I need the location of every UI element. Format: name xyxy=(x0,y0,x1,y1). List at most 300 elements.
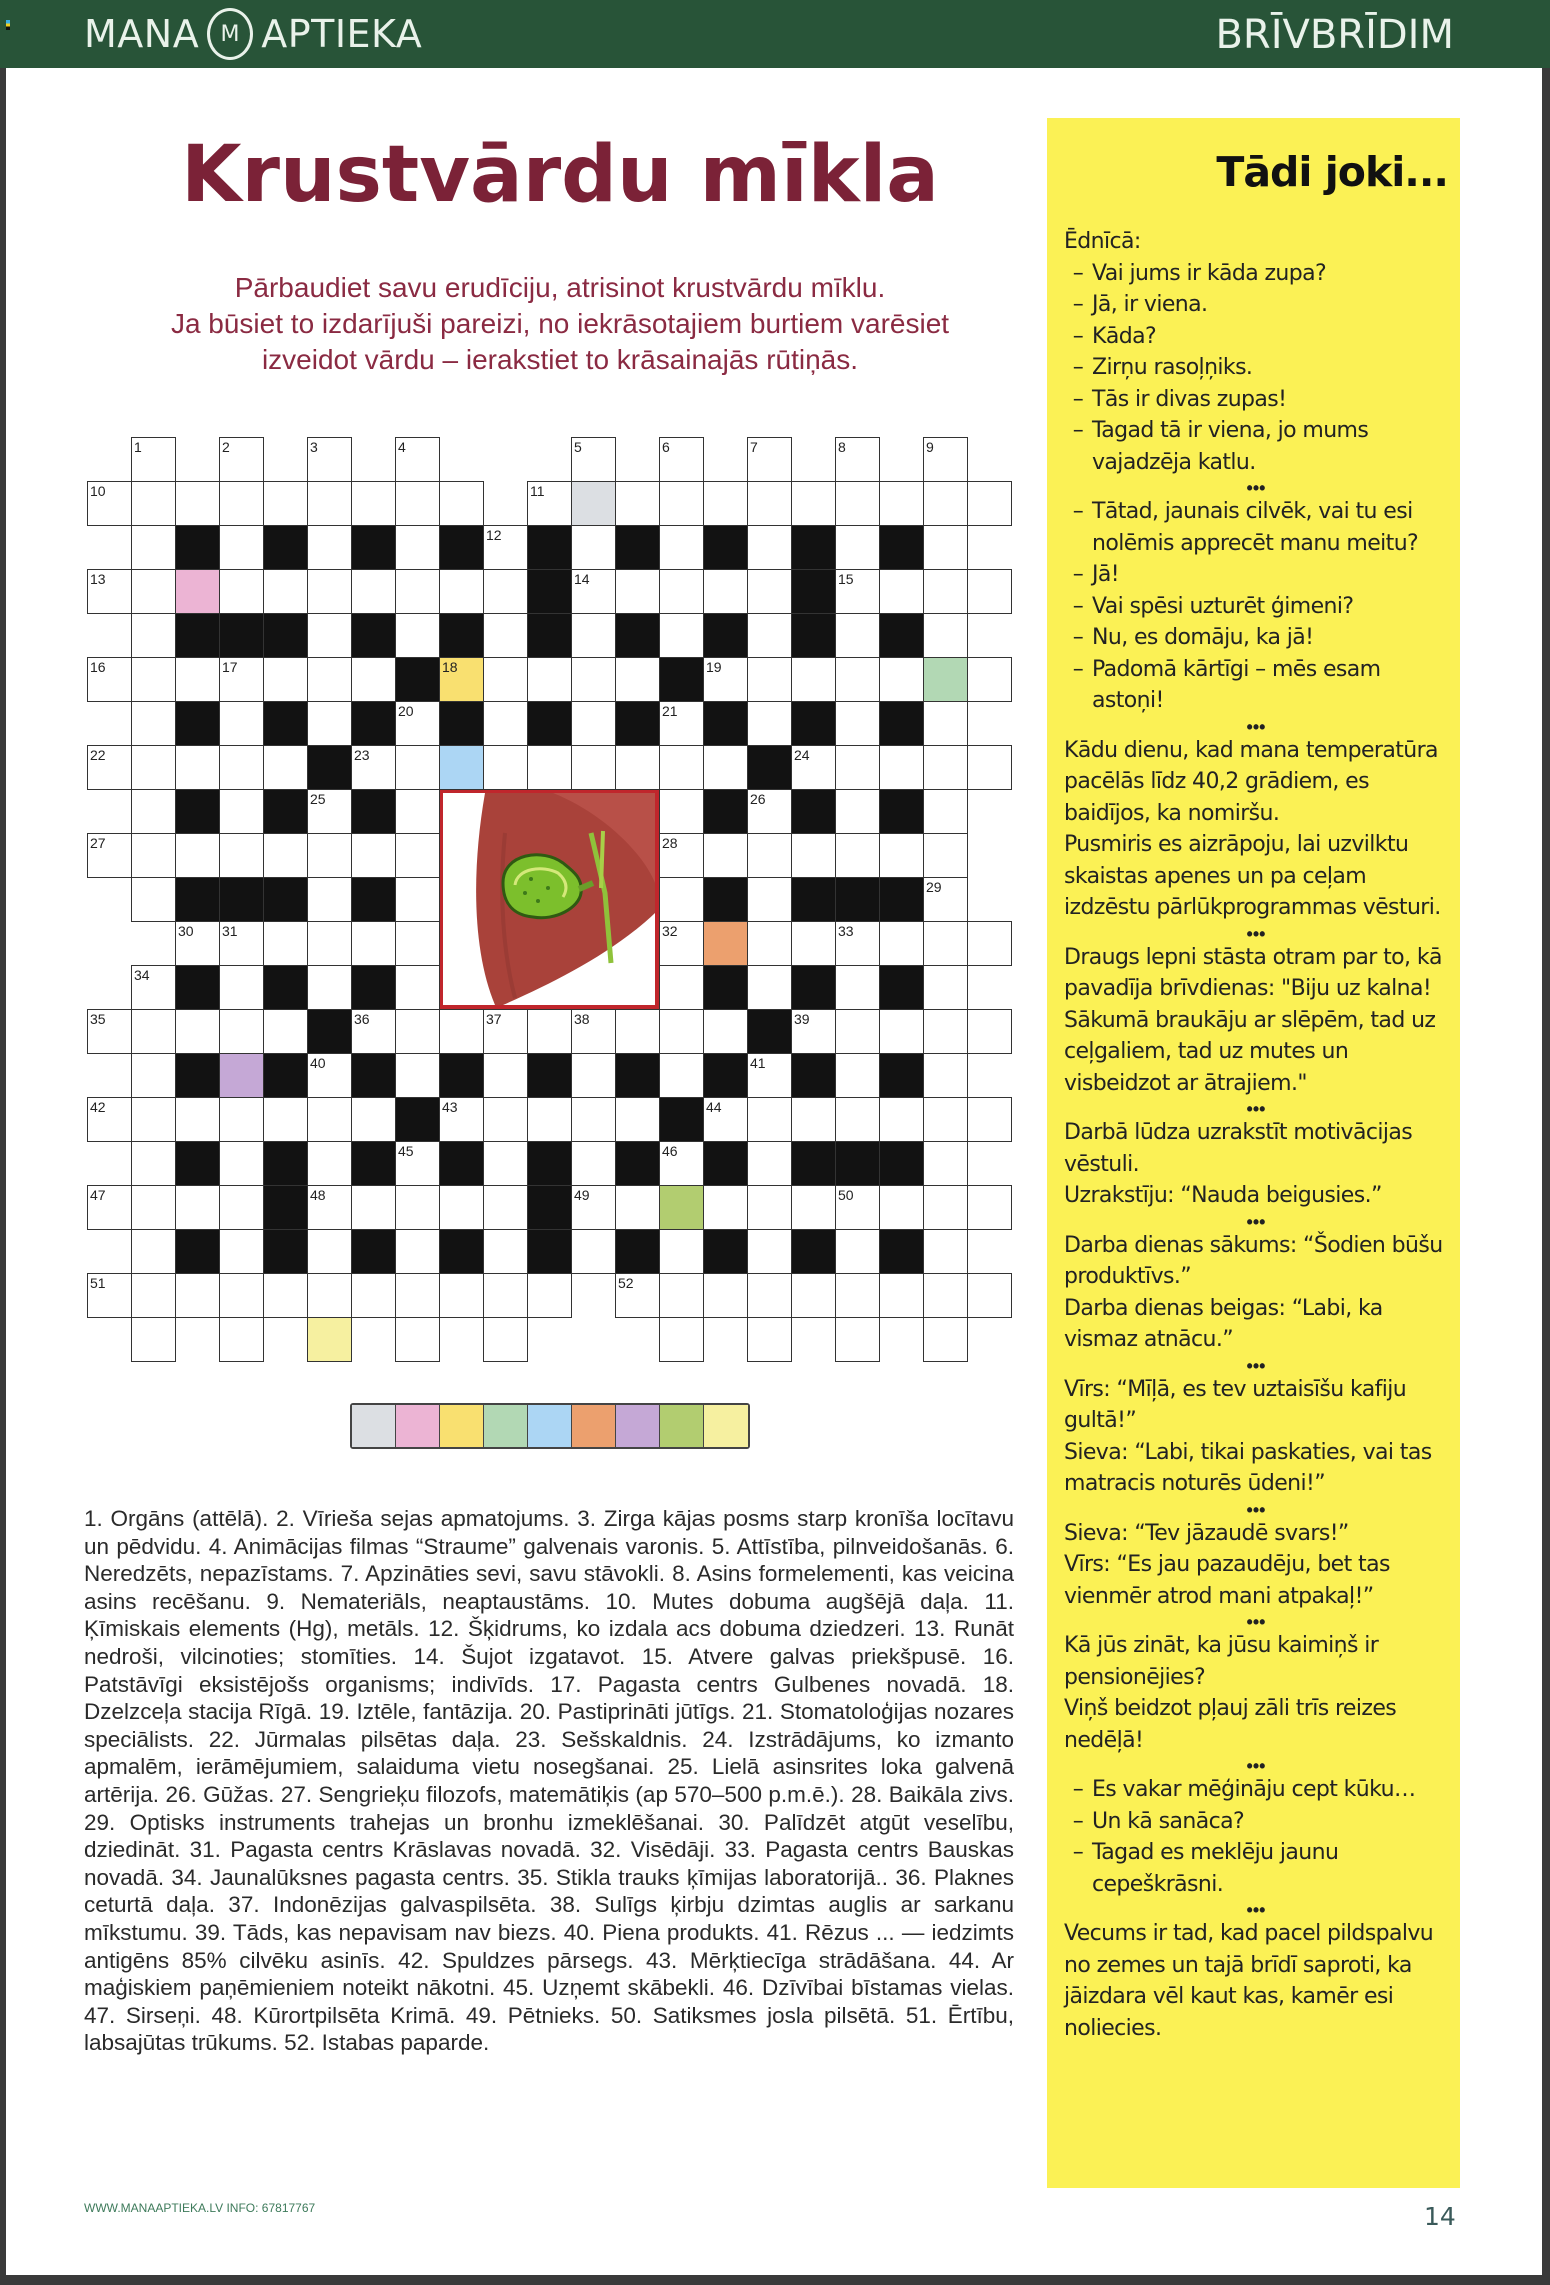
letter-cell[interactable] xyxy=(263,1273,308,1318)
letter-cell[interactable] xyxy=(483,745,528,790)
letter-cell[interactable] xyxy=(659,1141,704,1186)
answer-letter-cell[interactable] xyxy=(704,1405,748,1447)
letter-cell[interactable] xyxy=(835,921,880,966)
letter-cell[interactable] xyxy=(219,1097,264,1142)
letter-cell[interactable] xyxy=(835,965,880,1010)
letter-cell[interactable] xyxy=(615,569,660,614)
letter-cell[interactable] xyxy=(703,1273,748,1318)
letter-cell[interactable] xyxy=(263,657,308,702)
letter-cell[interactable] xyxy=(659,1317,704,1362)
letter-cell[interactable] xyxy=(923,1185,968,1230)
letter-cell[interactable] xyxy=(703,1185,748,1230)
letter-cell[interactable] xyxy=(747,525,792,570)
letter-cell[interactable] xyxy=(527,481,572,526)
letter-cell[interactable] xyxy=(395,1009,440,1054)
letter-cell[interactable] xyxy=(835,569,880,614)
letter-cell[interactable] xyxy=(483,525,528,570)
letter-cell[interactable] xyxy=(87,745,132,790)
letter-cell[interactable] xyxy=(351,657,396,702)
letter-cell[interactable] xyxy=(131,745,176,790)
letter-cell[interactable] xyxy=(747,1229,792,1274)
colored-letter-cell[interactable] xyxy=(219,1053,264,1098)
letter-cell[interactable] xyxy=(219,1273,264,1318)
letter-cell[interactable] xyxy=(175,657,220,702)
black-cell xyxy=(703,965,748,1010)
colored-letter-cell[interactable] xyxy=(175,569,220,614)
letter-cell[interactable] xyxy=(131,437,176,482)
letter-cell[interactable] xyxy=(131,1317,176,1362)
letter-cell[interactable] xyxy=(835,657,880,702)
letter-cell[interactable] xyxy=(131,1097,176,1142)
letter-cell[interactable] xyxy=(395,701,440,746)
colored-letter-cell[interactable] xyxy=(659,1185,704,1230)
letter-cell[interactable] xyxy=(307,481,352,526)
letter-cell[interactable] xyxy=(395,569,440,614)
letter-cell[interactable] xyxy=(615,1009,660,1054)
letter-cell[interactable] xyxy=(131,789,176,834)
letter-cell[interactable] xyxy=(219,657,264,702)
letter-cell[interactable] xyxy=(615,1185,660,1230)
letter-cell[interactable] xyxy=(175,1185,220,1230)
letter-cell[interactable] xyxy=(483,1009,528,1054)
letter-cell[interactable] xyxy=(175,1273,220,1318)
letter-cell[interactable] xyxy=(747,657,792,702)
letter-cell[interactable] xyxy=(791,657,836,702)
letter-cell[interactable] xyxy=(483,701,528,746)
letter-cell[interactable] xyxy=(395,1317,440,1362)
letter-cell[interactable] xyxy=(175,1009,220,1054)
letter-cell[interactable] xyxy=(307,921,352,966)
letter-cell[interactable] xyxy=(835,1053,880,1098)
letter-cell[interactable] xyxy=(395,921,440,966)
letter-cell[interactable] xyxy=(879,745,924,790)
letter-cell[interactable] xyxy=(483,657,528,702)
letter-cell[interactable] xyxy=(747,965,792,1010)
letter-cell[interactable] xyxy=(879,481,924,526)
letter-cell[interactable] xyxy=(219,1141,264,1186)
letter-cell[interactable] xyxy=(659,745,704,790)
letter-cell[interactable] xyxy=(659,1009,704,1054)
letter-cell[interactable] xyxy=(923,1141,968,1186)
letter-cell[interactable] xyxy=(395,789,440,834)
letter-cell[interactable] xyxy=(923,921,968,966)
black-cell xyxy=(439,701,484,746)
letter-cell[interactable] xyxy=(131,833,176,878)
answer-letter-cell[interactable] xyxy=(660,1405,704,1447)
letter-cell[interactable] xyxy=(219,1185,264,1230)
letter-cell[interactable] xyxy=(835,701,880,746)
letter-cell[interactable] xyxy=(219,701,264,746)
letter-cell[interactable] xyxy=(307,569,352,614)
letter-cell[interactable] xyxy=(395,481,440,526)
letter-cell[interactable] xyxy=(131,525,176,570)
letter-cell[interactable] xyxy=(879,657,924,702)
letter-cell[interactable] xyxy=(747,789,792,834)
letter-cell[interactable] xyxy=(351,1185,396,1230)
letter-cell[interactable] xyxy=(87,569,132,614)
letter-cell[interactable] xyxy=(175,833,220,878)
letter-cell[interactable] xyxy=(747,1317,792,1362)
letter-cell[interactable] xyxy=(747,481,792,526)
letter-cell[interactable] xyxy=(791,1273,836,1318)
letter-cell[interactable] xyxy=(615,657,660,702)
letter-cell[interactable] xyxy=(923,965,968,1010)
letter-cell[interactable] xyxy=(791,1185,836,1230)
letter-cell[interactable] xyxy=(87,1273,132,1318)
letter-cell[interactable] xyxy=(351,1273,396,1318)
colored-letter-cell[interactable] xyxy=(307,1317,352,1362)
letter-cell[interactable] xyxy=(527,745,572,790)
letter-cell[interactable] xyxy=(87,1185,132,1230)
letter-cell[interactable] xyxy=(175,481,220,526)
letter-cell[interactable] xyxy=(483,613,528,658)
letter-cell[interactable] xyxy=(307,613,352,658)
letter-cell[interactable] xyxy=(307,701,352,746)
letter-cell[interactable] xyxy=(659,613,704,658)
letter-cell[interactable] xyxy=(747,1185,792,1230)
letter-cell[interactable] xyxy=(747,833,792,878)
letter-cell[interactable] xyxy=(747,569,792,614)
dialogue-line xyxy=(1064,321,1448,353)
letter-cell[interactable] xyxy=(219,745,264,790)
letter-cell[interactable] xyxy=(791,745,836,790)
letter-cell[interactable] xyxy=(747,701,792,746)
letter-cell[interactable] xyxy=(439,1097,484,1142)
answer-letter-cell[interactable] xyxy=(396,1405,440,1447)
letter-cell[interactable] xyxy=(571,569,616,614)
letter-cell[interactable] xyxy=(395,833,440,878)
letter-cell[interactable] xyxy=(219,569,264,614)
letter-cell[interactable] xyxy=(571,1009,616,1054)
letter-cell[interactable] xyxy=(571,1185,616,1230)
letter-cell[interactable] xyxy=(967,481,1012,526)
letter-cell[interactable] xyxy=(923,569,968,614)
letter-cell[interactable] xyxy=(219,437,264,482)
letter-cell[interactable] xyxy=(395,1053,440,1098)
letter-cell[interactable] xyxy=(747,1141,792,1186)
letter-cell[interactable] xyxy=(175,921,220,966)
letter-cell[interactable] xyxy=(307,1185,352,1230)
letter-cell[interactable] xyxy=(791,481,836,526)
letter-cell[interactable] xyxy=(967,1185,1012,1230)
letter-cell[interactable] xyxy=(263,745,308,790)
letter-cell[interactable] xyxy=(967,1273,1012,1318)
letter-cell[interactable] xyxy=(835,745,880,790)
letter-cell[interactable] xyxy=(131,877,176,922)
letter-cell[interactable] xyxy=(923,1229,968,1274)
letter-cell[interactable] xyxy=(395,745,440,790)
letter-cell[interactable] xyxy=(879,833,924,878)
answer-letter-cell[interactable] xyxy=(484,1405,528,1447)
letter-cell[interactable] xyxy=(307,1141,352,1186)
letter-cell[interactable] xyxy=(879,921,924,966)
letter-cell[interactable] xyxy=(439,1009,484,1054)
letter-cell[interactable] xyxy=(659,437,704,482)
letter-cell[interactable] xyxy=(571,745,616,790)
letter-cell[interactable] xyxy=(835,1097,880,1142)
letter-cell[interactable] xyxy=(439,481,484,526)
letter-cell[interactable] xyxy=(923,833,968,878)
letter-cell[interactable] xyxy=(791,921,836,966)
letter-cell[interactable] xyxy=(835,833,880,878)
colored-letter-cell[interactable] xyxy=(571,481,616,526)
letter-cell[interactable] xyxy=(263,1097,308,1142)
letter-cell[interactable] xyxy=(703,1097,748,1142)
letter-cell[interactable] xyxy=(483,569,528,614)
letter-cell[interactable] xyxy=(923,1273,968,1318)
answer-letter-cell[interactable] xyxy=(352,1405,396,1447)
letter-cell[interactable] xyxy=(219,833,264,878)
letter-cell[interactable] xyxy=(703,481,748,526)
letter-cell[interactable] xyxy=(879,1097,924,1142)
letter-cell[interactable] xyxy=(923,1317,968,1362)
letter-cell[interactable] xyxy=(571,437,616,482)
letter-cell[interactable] xyxy=(307,789,352,834)
letter-cell[interactable] xyxy=(263,481,308,526)
black-cell xyxy=(879,613,924,658)
letter-cell[interactable] xyxy=(483,1273,528,1318)
letter-cell[interactable] xyxy=(703,569,748,614)
letter-cell[interactable] xyxy=(219,481,264,526)
letter-cell[interactable] xyxy=(571,1097,616,1142)
letter-cell[interactable] xyxy=(659,877,704,922)
letter-cell[interactable] xyxy=(395,1229,440,1274)
letter-cell[interactable] xyxy=(263,833,308,878)
letter-cell[interactable] xyxy=(879,569,924,614)
letter-cell[interactable] xyxy=(87,1097,132,1142)
letter-cell[interactable] xyxy=(747,1273,792,1318)
letter-cell[interactable] xyxy=(131,481,176,526)
letter-cell[interactable] xyxy=(659,789,704,834)
letter-cell[interactable] xyxy=(263,1009,308,1054)
letter-cell[interactable] xyxy=(307,965,352,1010)
letter-cell[interactable] xyxy=(747,1097,792,1142)
letter-cell[interactable] xyxy=(659,481,704,526)
letter-cell[interactable] xyxy=(439,1185,484,1230)
letter-cell[interactable] xyxy=(967,657,1012,702)
colored-letter-cell[interactable] xyxy=(703,921,748,966)
letter-cell[interactable] xyxy=(571,701,616,746)
letter-cell[interactable] xyxy=(923,481,968,526)
letter-cell[interactable] xyxy=(351,745,396,790)
letter-cell[interactable] xyxy=(659,921,704,966)
letter-cell[interactable] xyxy=(923,745,968,790)
letter-cell[interactable] xyxy=(571,1053,616,1098)
letter-cell[interactable] xyxy=(87,833,132,878)
letter-cell[interactable] xyxy=(131,1009,176,1054)
letter-cell[interactable] xyxy=(923,437,968,482)
letter-cell[interactable] xyxy=(131,569,176,614)
letter-cell[interactable] xyxy=(395,965,440,1010)
letter-cell[interactable] xyxy=(747,613,792,658)
letter-cell[interactable] xyxy=(307,1097,352,1142)
letter-cell[interactable] xyxy=(395,1141,440,1186)
letter-cell[interactable] xyxy=(351,1097,396,1142)
letter-cell[interactable] xyxy=(835,1317,880,1362)
answer-letter-cell[interactable] xyxy=(572,1405,616,1447)
letter-cell[interactable] xyxy=(131,701,176,746)
clue-number: 15 xyxy=(838,571,854,587)
letter-cell[interactable] xyxy=(131,965,176,1010)
letter-cell[interactable] xyxy=(219,921,264,966)
letter-cell[interactable] xyxy=(131,613,176,658)
letter-cell[interactable] xyxy=(747,921,792,966)
letter-cell[interactable] xyxy=(219,525,264,570)
letter-cell[interactable] xyxy=(703,745,748,790)
letter-cell[interactable] xyxy=(967,1097,1012,1142)
letter-cell[interactable] xyxy=(351,569,396,614)
letter-cell[interactable] xyxy=(307,1229,352,1274)
letter-cell[interactable] xyxy=(659,569,704,614)
letter-cell[interactable] xyxy=(439,569,484,614)
letter-cell[interactable] xyxy=(659,1229,704,1274)
letter-cell[interactable] xyxy=(747,1053,792,1098)
letter-cell[interactable] xyxy=(527,1273,572,1318)
letter-cell[interactable] xyxy=(923,701,968,746)
letter-cell[interactable] xyxy=(395,525,440,570)
letter-cell[interactable] xyxy=(879,1185,924,1230)
letter-cell[interactable] xyxy=(219,1229,264,1274)
letter-cell[interactable] xyxy=(219,1009,264,1054)
letter-cell[interactable] xyxy=(483,1141,528,1186)
letter-cell[interactable] xyxy=(395,1185,440,1230)
letter-cell[interactable] xyxy=(835,1229,880,1274)
letter-cell[interactable] xyxy=(263,921,308,966)
letter-cell[interactable] xyxy=(175,745,220,790)
letter-cell[interactable] xyxy=(307,1053,352,1098)
letter-cell[interactable] xyxy=(835,1009,880,1054)
letter-cell[interactable] xyxy=(615,1097,660,1142)
letter-cell[interactable] xyxy=(483,1229,528,1274)
letter-cell[interactable] xyxy=(131,1141,176,1186)
letter-cell[interactable] xyxy=(219,965,264,1010)
colored-letter-cell[interactable] xyxy=(923,657,968,702)
letter-cell[interactable] xyxy=(703,657,748,702)
letter-cell[interactable] xyxy=(659,701,704,746)
letter-cell[interactable] xyxy=(571,1229,616,1274)
letter-cell[interactable] xyxy=(87,481,132,526)
letter-cell[interactable] xyxy=(615,481,660,526)
letter-cell[interactable] xyxy=(835,613,880,658)
letter-cell[interactable] xyxy=(219,1317,264,1362)
letter-cell[interactable] xyxy=(263,569,308,614)
letter-cell[interactable] xyxy=(483,1097,528,1142)
letter-cell[interactable] xyxy=(835,789,880,834)
letter-cell[interactable] xyxy=(527,657,572,702)
letter-cell[interactable] xyxy=(791,1009,836,1054)
letter-cell[interactable] xyxy=(131,657,176,702)
letter-cell[interactable] xyxy=(527,1009,572,1054)
letter-cell[interactable] xyxy=(879,1273,924,1318)
letter-cell[interactable] xyxy=(835,437,880,482)
letter-cell[interactable] xyxy=(307,657,352,702)
letter-cell[interactable] xyxy=(483,1185,528,1230)
letter-cell[interactable] xyxy=(439,1273,484,1318)
letter-cell[interactable] xyxy=(791,833,836,878)
letter-cell[interactable] xyxy=(967,569,1012,614)
letter-cell[interactable] xyxy=(835,481,880,526)
letter-cell[interactable] xyxy=(659,1273,704,1318)
clue-number: 18 xyxy=(442,659,458,675)
letter-cell[interactable] xyxy=(615,745,660,790)
letter-cell[interactable] xyxy=(703,833,748,878)
letter-cell[interactable] xyxy=(87,657,132,702)
letter-cell[interactable] xyxy=(571,657,616,702)
letter-cell[interactable] xyxy=(747,877,792,922)
letter-cell[interactable] xyxy=(395,1273,440,1318)
letter-cell[interactable] xyxy=(131,1229,176,1274)
letter-cell[interactable] xyxy=(659,1053,704,1098)
letter-cell[interactable] xyxy=(923,613,968,658)
letter-cell[interactable] xyxy=(395,613,440,658)
letter-cell[interactable] xyxy=(87,1009,132,1054)
letter-cell[interactable] xyxy=(131,1185,176,1230)
letter-cell[interactable] xyxy=(307,525,352,570)
letter-cell[interactable] xyxy=(747,437,792,482)
letter-cell[interactable] xyxy=(483,1317,528,1362)
letter-cell[interactable] xyxy=(571,525,616,570)
colored-letter-cell[interactable] xyxy=(439,657,484,702)
letter-cell[interactable] xyxy=(659,525,704,570)
answer-letter-cell[interactable] xyxy=(616,1405,660,1447)
letter-cell[interactable] xyxy=(307,437,352,482)
letter-cell[interactable] xyxy=(131,1273,176,1318)
colored-letter-cell[interactable] xyxy=(439,745,484,790)
letter-cell[interactable] xyxy=(351,481,396,526)
letter-cell[interactable] xyxy=(571,1141,616,1186)
letter-cell[interactable] xyxy=(307,833,352,878)
answer-letter-cell[interactable] xyxy=(528,1405,572,1447)
letter-cell[interactable] xyxy=(615,1273,660,1318)
letter-cell[interactable] xyxy=(835,1273,880,1318)
letter-cell[interactable] xyxy=(659,833,704,878)
letter-cell[interactable] xyxy=(483,1053,528,1098)
letter-cell[interactable] xyxy=(351,1009,396,1054)
letter-cell[interactable] xyxy=(923,789,968,834)
letter-cell[interactable] xyxy=(703,1009,748,1054)
letter-cell[interactable] xyxy=(791,1097,836,1142)
letter-cell[interactable] xyxy=(923,1097,968,1142)
letter-cell[interactable] xyxy=(923,877,968,922)
letter-cell[interactable] xyxy=(395,877,440,922)
letter-cell[interactable] xyxy=(835,525,880,570)
letter-cell[interactable] xyxy=(967,921,1012,966)
dialogue-text: Padomā kārtīgi – mēs esam astoņi! xyxy=(1092,656,1381,713)
letter-cell[interactable] xyxy=(967,745,1012,790)
letter-cell[interactable] xyxy=(923,1009,968,1054)
letter-cell[interactable] xyxy=(835,1185,880,1230)
letter-cell[interactable] xyxy=(879,1009,924,1054)
letter-cell[interactable] xyxy=(659,965,704,1010)
letter-cell[interactable] xyxy=(175,1097,220,1142)
clue-number: 10 xyxy=(90,483,106,499)
joke-item xyxy=(1064,1518,1448,1613)
letter-cell[interactable] xyxy=(923,525,968,570)
letter-cell[interactable] xyxy=(307,1273,352,1318)
letter-cell[interactable] xyxy=(307,877,352,922)
letter-cell[interactable] xyxy=(351,921,396,966)
dialogue-text: Tagad es meklēju jaunu cepeškrāsni. xyxy=(1092,1840,1339,1897)
letter-cell[interactable] xyxy=(131,1053,176,1098)
answer-letter-cell[interactable] xyxy=(440,1405,484,1447)
letter-cell[interactable] xyxy=(923,1053,968,1098)
letter-cell[interactable] xyxy=(219,789,264,834)
letter-cell[interactable] xyxy=(967,1009,1012,1054)
letter-cell[interactable] xyxy=(527,1097,572,1142)
letter-cell[interactable] xyxy=(571,613,616,658)
letter-cell[interactable] xyxy=(395,437,440,482)
letter-cell[interactable] xyxy=(351,833,396,878)
